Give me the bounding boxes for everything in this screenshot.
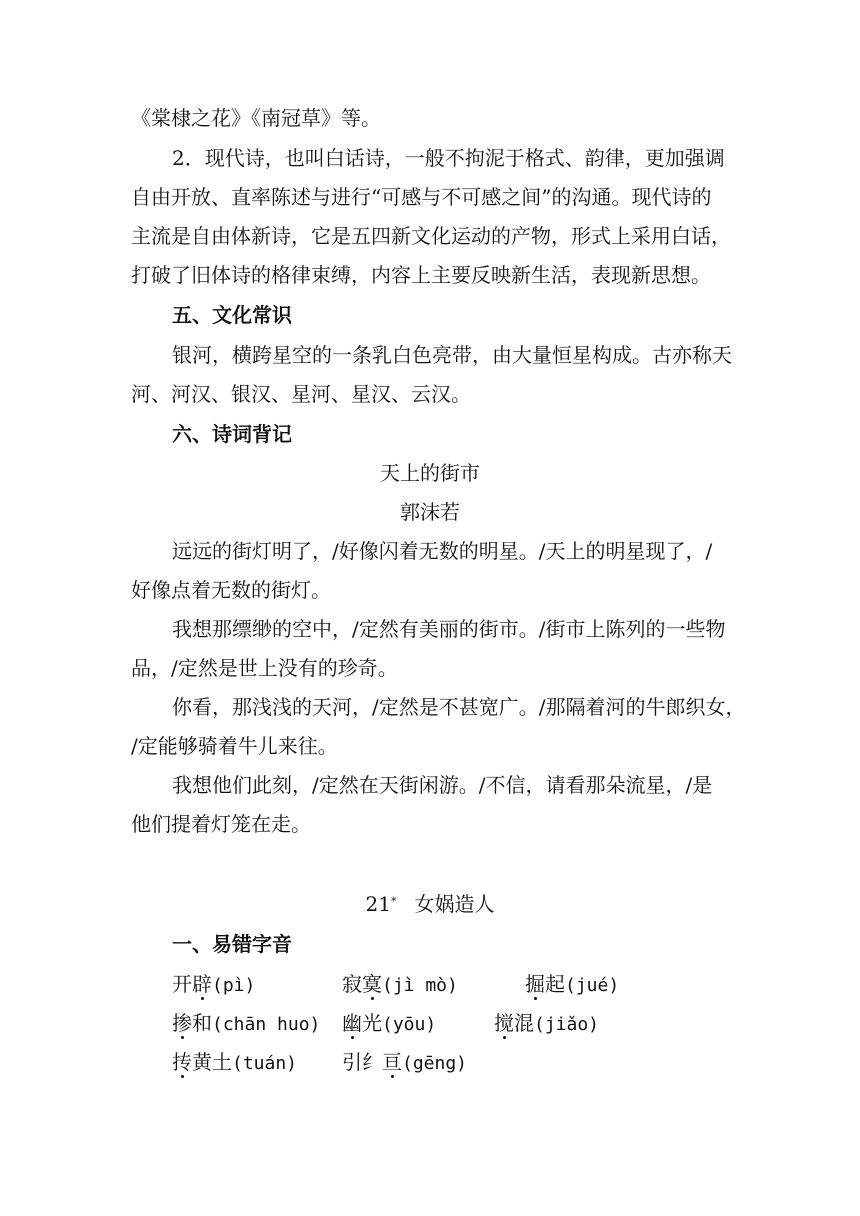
section-heading: 五、文化常识 [172, 303, 292, 327]
pronunciation-item [525, 970, 619, 1000]
pinyin: (jiǎo) [534, 1014, 600, 1035]
pronunciation-item [342, 1048, 467, 1078]
poem-line: 我想他们此刻，/定然在天街闲游。/不信，请看那朵流星，/是 [172, 773, 713, 797]
word-text: 混 [514, 1011, 534, 1035]
dotted-char: 辟 [192, 972, 212, 996]
section-heading: 一、易错字音 [172, 932, 292, 956]
pinyin: (jué) [565, 975, 620, 996]
poem-line: 远远的街灯明了，/好像闪着无数的明星。/天上的明星现了，/ [172, 539, 713, 563]
word-text: 开 [172, 972, 192, 996]
dotted-char: 搅 [494, 1011, 514, 1035]
word-text: 引纟 [342, 1050, 382, 1074]
pinyin: (tuán) [232, 1053, 298, 1074]
dotted-char: 掺 [172, 1011, 192, 1035]
pronunciation-item [172, 1009, 320, 1039]
poem-line: 好像点着无数的街灯。 [131, 578, 331, 602]
poem-line: 我想那缥缈的空中，/定然有美丽的街市。/街市上陈列的一些物 [172, 617, 726, 641]
dotted-char: 掘 [525, 972, 545, 996]
dotted-char: 幽 [342, 1011, 362, 1035]
lesson-name: 女娲造人 [414, 892, 495, 916]
dotted-char: 亘 [382, 1050, 402, 1074]
word-text: 光 [362, 1011, 382, 1035]
text-line: 银河，横跨星空的一条乳白色亮带，由大量恒星构成。古亦称天 [172, 343, 732, 367]
poem-line: /定能够骑着牛儿来往。 [131, 734, 338, 758]
poem-line: 你看，那浅浅的天河，/定然是不甚宽广。/那隔着河的牛郎织女， [172, 695, 746, 719]
pronunciation-item [172, 970, 255, 1000]
text-line: 打破了旧体诗的格律束缚，内容上主要反映新生活，表现新思想。 [131, 263, 711, 287]
poem-line: 他们提着灯笼在走。 [131, 812, 311, 836]
pronunciation-item [494, 1009, 599, 1039]
word-text: 寂 [342, 972, 362, 996]
pinyin: (chān huo) [212, 1014, 321, 1035]
word-text: 和 [192, 1011, 212, 1035]
lesson-number: 21 [365, 892, 391, 916]
pinyin: (yōu) [382, 1014, 437, 1035]
poem-author: 郭沫若 [400, 500, 460, 524]
dotted-char: 寞 [362, 972, 382, 996]
text-line: 河、河汉、银汉、星河、星汉、云汉。 [131, 382, 471, 406]
pronunciation-item [342, 970, 458, 1000]
word-text: 起 [545, 972, 565, 996]
poem-title: 天上的街市 [380, 461, 480, 485]
pinyin: (gēng) [402, 1053, 468, 1074]
pronunciation-item [342, 1009, 436, 1039]
text-line [172, 144, 730, 172]
pinyin: (jì mò) [382, 975, 458, 996]
poem-line: 品，/定然是世上没有的珍奇。 [131, 656, 398, 680]
text-line: 主流是自由体新诗，它是五四新文化运动的产物，形式上采用白话， [131, 224, 731, 248]
text-line: 《棠棣之花》《南冠草》等。 [131, 106, 381, 130]
section-heading: 六、诗词背记 [172, 422, 292, 446]
lesson-mark: * [390, 895, 397, 908]
word-text: 黄土 [192, 1050, 232, 1074]
pronunciation-item [172, 1048, 297, 1078]
lesson-title [0, 890, 860, 918]
pinyin: (pì) [212, 975, 256, 996]
dotted-char: 抟 [172, 1050, 192, 1074]
text-line-content: 2．现代诗，也叫白话诗，一般不拘泥于格式、韵律，更加强调 [172, 146, 725, 170]
text-line: 自由开放、直率陈述与进行“可感与不可感之间”的沟通。现代诗的 [131, 185, 712, 209]
